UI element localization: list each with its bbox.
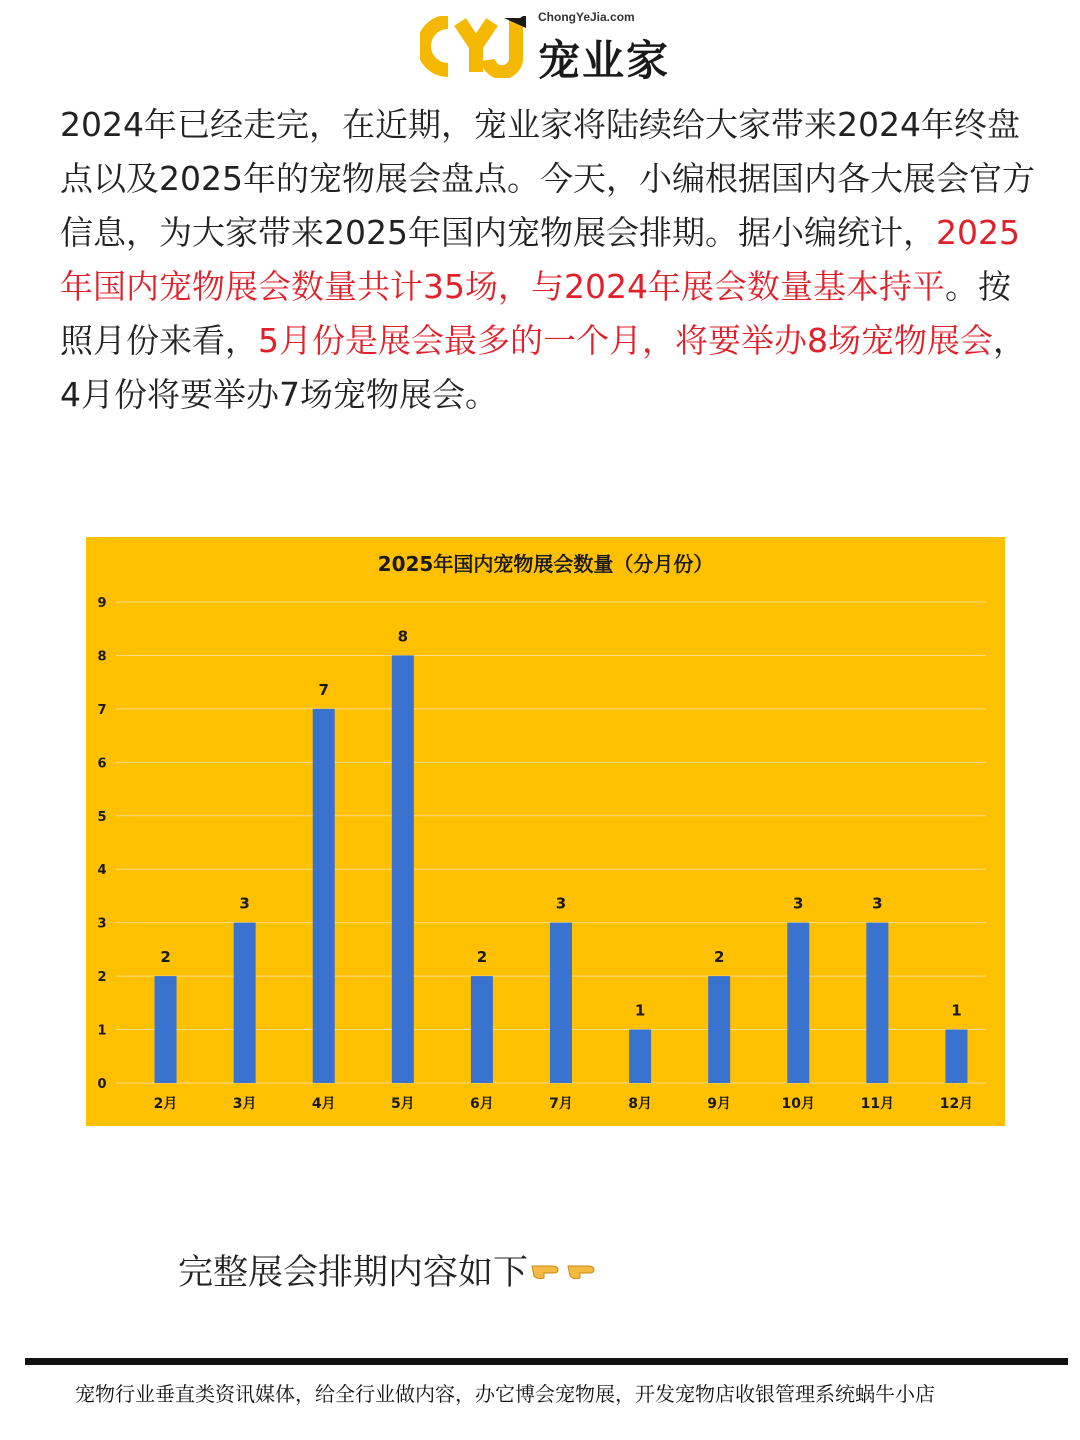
brand-name: 宠业家: [538, 36, 671, 85]
x-tick-label: 10月: [781, 1096, 816, 1112]
bar: [313, 709, 335, 1083]
y-tick-label: 5: [97, 809, 107, 825]
bar: [471, 976, 493, 1083]
intro-text-2: 。按照月份来看，: [60, 267, 1011, 360]
chart-title: 2025年国内宠物展会数量（分月份）: [377, 552, 714, 576]
data-label: 3: [239, 894, 250, 913]
intro-text-1: 2024年已经走完，在近期，宠业家将陆续给大家带来2024年终盘点以及2025年的宠物展会盘点。今天，小编根据国内各大展会官方信息，为大家带来2025年国内宠物展会排期。据小编统计，: [60, 105, 1035, 252]
brand-domain: ChongYeJia.com: [538, 10, 635, 24]
y-tick-label: 3: [97, 916, 107, 932]
chart-svg: [86, 537, 1005, 1126]
bar: [945, 1030, 967, 1083]
bar-chart: [86, 537, 1005, 1126]
bar: [629, 1030, 651, 1083]
pointing-hand-icon: [530, 1256, 604, 1284]
data-label: 2: [476, 948, 488, 967]
data-label: 2: [160, 948, 171, 967]
bar: [708, 976, 730, 1083]
x-tick-label: 9月: [707, 1096, 732, 1112]
data-label: 1: [634, 1001, 646, 1020]
y-tick-label: 8: [97, 649, 107, 665]
pointing-hands: [530, 1253, 604, 1293]
x-tick-label: 11月: [860, 1096, 895, 1112]
y-tick-label: 0: [97, 1077, 107, 1092]
intro-highlight-2: 5月份是展会最多的一个月，将要举办8场宠物展会: [258, 321, 993, 360]
data-label: 3: [555, 894, 567, 913]
data-label: 7: [318, 680, 329, 699]
cyj-logo-mark: [420, 16, 532, 78]
x-tick-label: 8月: [628, 1096, 652, 1112]
y-tick-label: 2: [97, 970, 107, 986]
bar: [392, 655, 414, 1083]
bar: [234, 923, 256, 1083]
x-tick-label: 4月: [311, 1096, 336, 1112]
y-tick-label: 7: [97, 702, 107, 718]
footer-text: 宠物行业垂直类资讯媒体，给全行业做内容，办它博会宠物展，开发宠物店收银管理系统蜗牛小店: [75, 1382, 935, 1406]
x-tick-label: 7月: [549, 1096, 573, 1112]
y-tick-label: 9: [97, 596, 107, 611]
data-label: 1: [951, 1001, 962, 1020]
bar: [550, 923, 572, 1083]
intro-highlight-1: 2025年国内宠物展会数量共计35场，与2024年展会数量基本持平: [60, 213, 1020, 306]
x-tick-label: 3月: [232, 1096, 257, 1112]
follow-line: [178, 1245, 604, 1295]
data-label: 8: [397, 627, 409, 646]
x-tick-label: 2月: [153, 1096, 178, 1112]
data-label: 3: [793, 894, 804, 913]
bar: [155, 976, 177, 1083]
data-label: 2: [713, 948, 725, 967]
x-tick-label: 6月: [470, 1096, 494, 1112]
intro-paragraph: [60, 98, 1035, 422]
y-tick-label: 1: [97, 1023, 107, 1039]
y-tick-label: 6: [97, 756, 107, 772]
data-label: 3: [872, 894, 883, 913]
footer-divider: [25, 1358, 1068, 1365]
x-tick-label: 5月: [390, 1096, 415, 1112]
bar: [787, 923, 809, 1083]
bar: [866, 923, 888, 1083]
brand-logo: [420, 6, 680, 85]
intro-text-3: ，4月份将要举办7场宠物展会。: [60, 321, 1026, 414]
follow-text: 完整展会排期内容如下: [178, 1253, 529, 1293]
x-tick-label: 12月: [939, 1096, 974, 1112]
y-tick-label: 4: [97, 863, 107, 879]
